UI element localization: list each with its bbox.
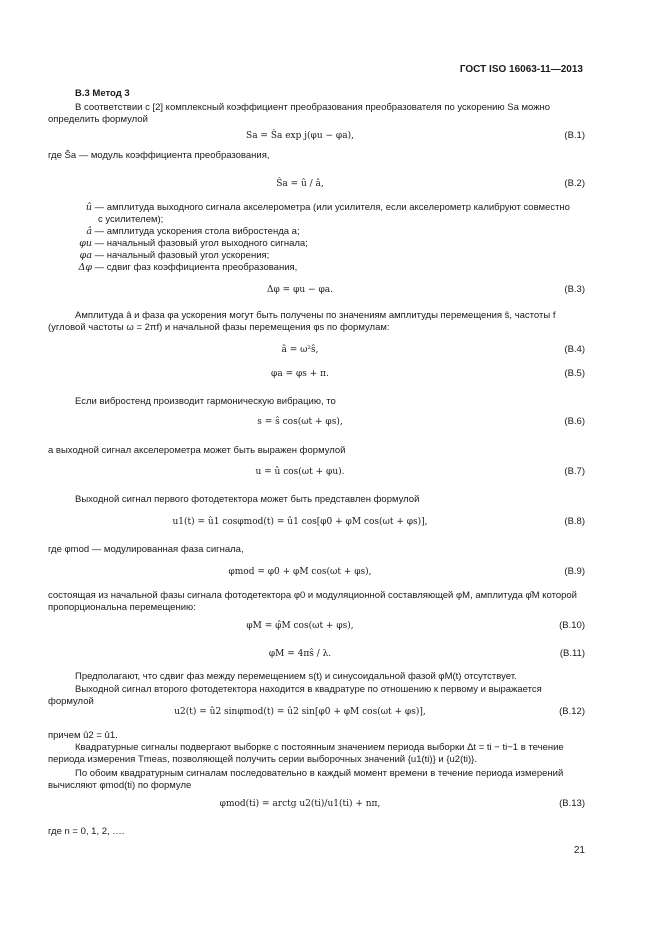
- formula-number-b9: (В.9): [564, 566, 585, 577]
- formula-b11: φM = 4πŝ / λ.: [268, 649, 332, 659]
- definition-item: â — амплитуда ускорения стола вибростенда a;: [86, 226, 300, 237]
- paragraph-11: По обоим квадратурным сигналам последовательно в каждый момент времени в течение периода измерений вычисляют φmod(ti) по формуле: [48, 768, 564, 791]
- formula-number-b2: (В.2): [564, 178, 585, 189]
- definition-item: φu — начальный фазовый угол выходного сигнала;: [79, 238, 308, 249]
- formula-b10: φM = φ̂M cos(ωt + φs),: [246, 621, 354, 631]
- where-line-2: где φmod — модулированная фаза сигнала,: [48, 544, 244, 555]
- formula-b4: â = ω²ŝ,: [281, 345, 319, 355]
- formula-b2: Ŝa = û / â,: [276, 179, 324, 189]
- formula-number-b13: (В.13): [559, 798, 585, 809]
- formula-number-b3: (В.3): [564, 284, 585, 295]
- formula-number-b7: (В.7): [564, 466, 585, 477]
- definition-item: φa — начальный фазовый угол ускорения;: [79, 250, 270, 261]
- formula-b9: φmod = φ0 + φM cos(ωt + φs),: [228, 567, 372, 577]
- formula-b12: u2(t) = û2 sinφmod(t) = û2 sin[φ0 + φM cos(ωt + φs)],: [174, 707, 426, 717]
- definition-item: Δφ — сдвиг фаз коэффициента преобразования,: [78, 262, 298, 273]
- paragraph-10: Квадратурные сигналы подвергают выборке с постоянным значением периода выборки Δt = ti − ti−1 в течение периода измерения Tmeas, позволяющей получить серии выборочных значений {u1(ti)} и {u2(ti)}.: [48, 742, 564, 765]
- paragraph-6: состоящая из начальной фазы сигнала фотодетектора φ0 и модуляционной составляющей φM, амплитуда φ̂M которой пропорциональна перемещению:: [48, 590, 577, 613]
- paragraph-3: Если вибростенд производит гармоническую вибрацию, то: [75, 396, 336, 407]
- formula-b7: u = û cos(ωt + φu).: [255, 467, 345, 477]
- formula-b3: Δφ = φu − φa.: [267, 285, 333, 295]
- formula-number-b1: (В.1): [564, 130, 585, 141]
- formula-b13: φmod(ti) = arctg u2(ti)/u1(ti) + nπ,: [219, 799, 381, 809]
- formula-b8: u1(t) = û1 cosφmod(t) = û1 cos[φ0 + φM cos(ωt + φs)],: [172, 517, 428, 527]
- document-header: ГОСТ ISO 16063-11—2013: [459, 64, 583, 75]
- paragraph-7: Предполагают, что сдвиг фаз между перемещением s(t) и синусоидальной фазой φM(t) отсутствует.: [75, 671, 517, 682]
- definition-item: û — амплитуда выходного сигнала акселерометра (или усилителя, если акселерометр калибруют совместно: [85, 202, 570, 213]
- formula-number-b5: (В.5): [564, 368, 585, 379]
- paragraph-5: Выходной сигнал первого фотодетектора может быть представлен формулой: [75, 494, 420, 505]
- formula-number-b10: (В.10): [559, 620, 585, 631]
- formula-b5: φa = φs + π.: [271, 369, 329, 379]
- paragraph-8: Выходной сигнал второго фотодетектора находится в квадратуре по отношению к первому и выражается формулой: [48, 684, 542, 707]
- paragraph-9: причем û2 = û1.: [48, 730, 118, 741]
- formula-number-b6: (В.6): [564, 416, 585, 427]
- formula-number-b12: (В.12): [559, 706, 585, 717]
- definition-item: с усилителем);: [98, 214, 164, 225]
- where-line-1: где Ŝa — модуль коэффициента преобразования,: [48, 150, 270, 161]
- paragraph-4: а выходной сигнал акселерометра может быть выражен формулой: [48, 445, 346, 456]
- formula-b1: Sa = Ŝa exp j(φu − φa),: [246, 131, 354, 141]
- section-title: В.3 Метод 3: [75, 88, 130, 99]
- definition-list: [48, 202, 570, 274]
- formula-b6: s = ŝ cos(ωt + φs),: [257, 417, 343, 427]
- page-number: 21: [573, 845, 585, 856]
- formula-number-b4: (В.4): [564, 344, 585, 355]
- formula-number-b11: (В.11): [559, 648, 585, 659]
- where-line-3: где n = 0, 1, 2, ….: [48, 826, 125, 837]
- formula-number-b8: (В.8): [564, 516, 585, 527]
- paragraph-2: Амплитуда â и фаза φa ускорения могут быть получены по значениям амплитуды перемещения ŝ, частоты f (угловой частоты ω = 2πf) и начальной фазы перемещения φs по формулам:: [48, 310, 556, 333]
- paragraph-1: В соответствии с [2] комплексный коэффициент преобразования преобразователя по ускорению Sa можно определить формулой: [48, 102, 551, 125]
